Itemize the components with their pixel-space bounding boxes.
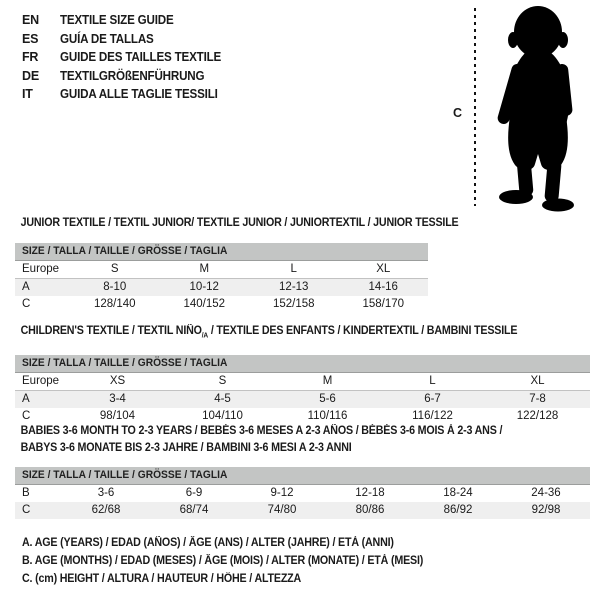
table-title-segment: CHILDREN'S TEXTILE / TEXTIL NIÑO xyxy=(20,325,202,337)
value-cell: 74/80 xyxy=(267,504,297,516)
table-title-segment: JUNIOR TEXTILE / TEXTIL JUNIOR/ TEXTILE JUNIOR / JUNIORTEXTIL / JUNIOR TESSILE xyxy=(20,217,459,229)
table-row xyxy=(15,279,428,296)
value-cell: 110/116 xyxy=(307,410,348,423)
value-cell: XS xyxy=(109,375,126,388)
language-row xyxy=(22,67,233,86)
value-cell: 86/92 xyxy=(443,504,473,516)
footnote-line xyxy=(22,534,453,552)
table-row xyxy=(15,485,590,502)
language-code: IT xyxy=(22,87,33,101)
junior-textile-table xyxy=(15,213,459,313)
footnote-text: A. AGE (YEARS) / EDAD (AÑOS) / ÂGE (ANS) / ALTER (JAHRE) / ETÀ (ANNI) xyxy=(22,537,394,549)
footnote-text: B. AGE (MONTHS) / EDAD (MESES) / ÂGE (MOIS) / ALTER (MONATE) / ETÀ (MESI) xyxy=(22,555,424,567)
table-title xyxy=(15,423,502,457)
table-rows xyxy=(15,261,428,313)
value-cell: 62/68 xyxy=(91,504,121,516)
table-title xyxy=(15,215,458,232)
table-title-segment: BABYS 3-6 MONATE BIS 2-3 JAHRE / BAMBINI 3-6 MESI A 2-3 ANNI xyxy=(20,442,352,454)
language-code: DE xyxy=(22,68,39,83)
row-label-cell: C xyxy=(22,298,31,310)
value-cell: 92/98 xyxy=(531,504,561,516)
footnotes xyxy=(22,534,453,588)
table-row xyxy=(15,502,590,519)
value-cell: 14-16 xyxy=(368,281,398,293)
value-cell: 24-36 xyxy=(531,487,561,499)
footnote-line xyxy=(22,552,453,570)
size-header-label: SIZE / TALLA / TAILLE / GRÖSSE / TAGLIA xyxy=(22,469,228,481)
babies-textile-table xyxy=(15,423,590,519)
row-label-cell: B xyxy=(22,487,30,499)
table-row xyxy=(15,296,428,313)
baby-silhouette-icon xyxy=(487,4,589,214)
height-measure-dashed-line xyxy=(474,8,476,206)
size-header-label: SIZE / TALLA / TAILLE / GRÖSSE / TAGLIA xyxy=(22,245,228,257)
value-cell: 152/158 xyxy=(272,298,315,310)
language-row xyxy=(22,85,233,104)
value-cell: 158/170 xyxy=(362,298,405,310)
value-cell: XL xyxy=(376,263,391,275)
value-cell: 3-4 xyxy=(109,393,126,406)
language-code: FR xyxy=(22,50,39,64)
value-cell: 104/110 xyxy=(202,410,243,423)
childrens-textile-table xyxy=(15,321,590,425)
language-label: GUÍA DE TALLAS xyxy=(60,31,154,46)
language-row xyxy=(22,11,233,30)
language-list xyxy=(22,11,233,104)
table-rows xyxy=(15,373,590,425)
table-row xyxy=(15,261,428,279)
row-label-cell: C xyxy=(22,410,31,423)
size-header-bar xyxy=(15,355,590,373)
value-cell: 7-8 xyxy=(529,393,546,406)
value-cell: S xyxy=(218,375,227,388)
row-label-cell: Europe xyxy=(22,375,60,388)
row-label-cell: A xyxy=(22,281,30,293)
table-title-segment: / TEXTILE DES ENFANTS / KINDERTEXTIL / BAMBINI TESSILE xyxy=(208,325,518,337)
footnote-line xyxy=(22,570,453,588)
value-cell: 5-6 xyxy=(319,393,336,406)
language-code: ES xyxy=(22,31,39,46)
row-label-cell: Europe xyxy=(22,263,60,275)
value-cell: 116/122 xyxy=(412,410,453,423)
language-label: TEXTILGRÖßENFÜHRUNG xyxy=(60,68,205,83)
language-label: GUIDA ALLE TAGLIE TESSILI xyxy=(60,87,218,101)
value-cell: 68/74 xyxy=(179,504,209,516)
value-cell: 4-5 xyxy=(214,393,231,406)
value-cell: XL xyxy=(530,375,545,388)
value-cell: 80/86 xyxy=(355,504,385,516)
row-label-cell: A xyxy=(22,393,30,406)
value-cell: 8-10 xyxy=(103,281,127,293)
language-label: GUIDE DES TAILLES TEXTILE xyxy=(60,50,222,64)
language-code: EN xyxy=(22,13,39,27)
language-label: TEXTILE SIZE GUIDE xyxy=(60,13,174,27)
value-cell: 128/140 xyxy=(93,298,136,310)
row-label-cell: C xyxy=(22,504,31,516)
value-cell: 3-6 xyxy=(97,487,115,499)
language-row xyxy=(22,30,233,49)
measure-label-c: C xyxy=(453,106,463,120)
table-title xyxy=(15,323,517,344)
table-rows xyxy=(15,485,590,519)
value-cell: L xyxy=(429,375,436,388)
table-row xyxy=(15,391,590,408)
value-cell: M xyxy=(322,375,333,388)
value-cell: M xyxy=(199,263,210,275)
value-cell: 98/104 xyxy=(99,410,136,423)
size-header-bar xyxy=(15,467,590,485)
value-cell: 12-13 xyxy=(279,281,309,293)
value-cell: 122/128 xyxy=(516,410,559,423)
table-title-segment: /A xyxy=(201,331,209,340)
value-cell: 12-18 xyxy=(355,487,385,499)
value-cell: L xyxy=(290,263,297,275)
value-cell: 6-7 xyxy=(424,393,441,406)
value-cell: S xyxy=(110,263,119,275)
value-cell: 9-12 xyxy=(270,487,294,499)
table-row xyxy=(15,373,590,391)
size-header-bar xyxy=(15,243,428,261)
value-cell: 10-12 xyxy=(189,281,219,293)
value-cell: 18-24 xyxy=(443,487,473,499)
footnote-text: C. (cm) HEIGHT / ALTURA / HAUTEUR / HÖHE / ALTEZZA xyxy=(22,573,302,585)
language-row xyxy=(22,48,233,67)
value-cell: 6-9 xyxy=(185,487,203,499)
value-cell: 140/152 xyxy=(183,298,226,310)
table-title-segment: BABIES 3-6 MONTH TO 2-3 YEARS / BEBÉS 3-6 MESES A 2-3 AÑOS / BÉBÉS 3-6 MOIS À 2-3 ANS / xyxy=(20,425,503,437)
size-header-label: SIZE / TALLA / TAILLE / GRÖSSE / TAGLIA xyxy=(22,357,228,370)
